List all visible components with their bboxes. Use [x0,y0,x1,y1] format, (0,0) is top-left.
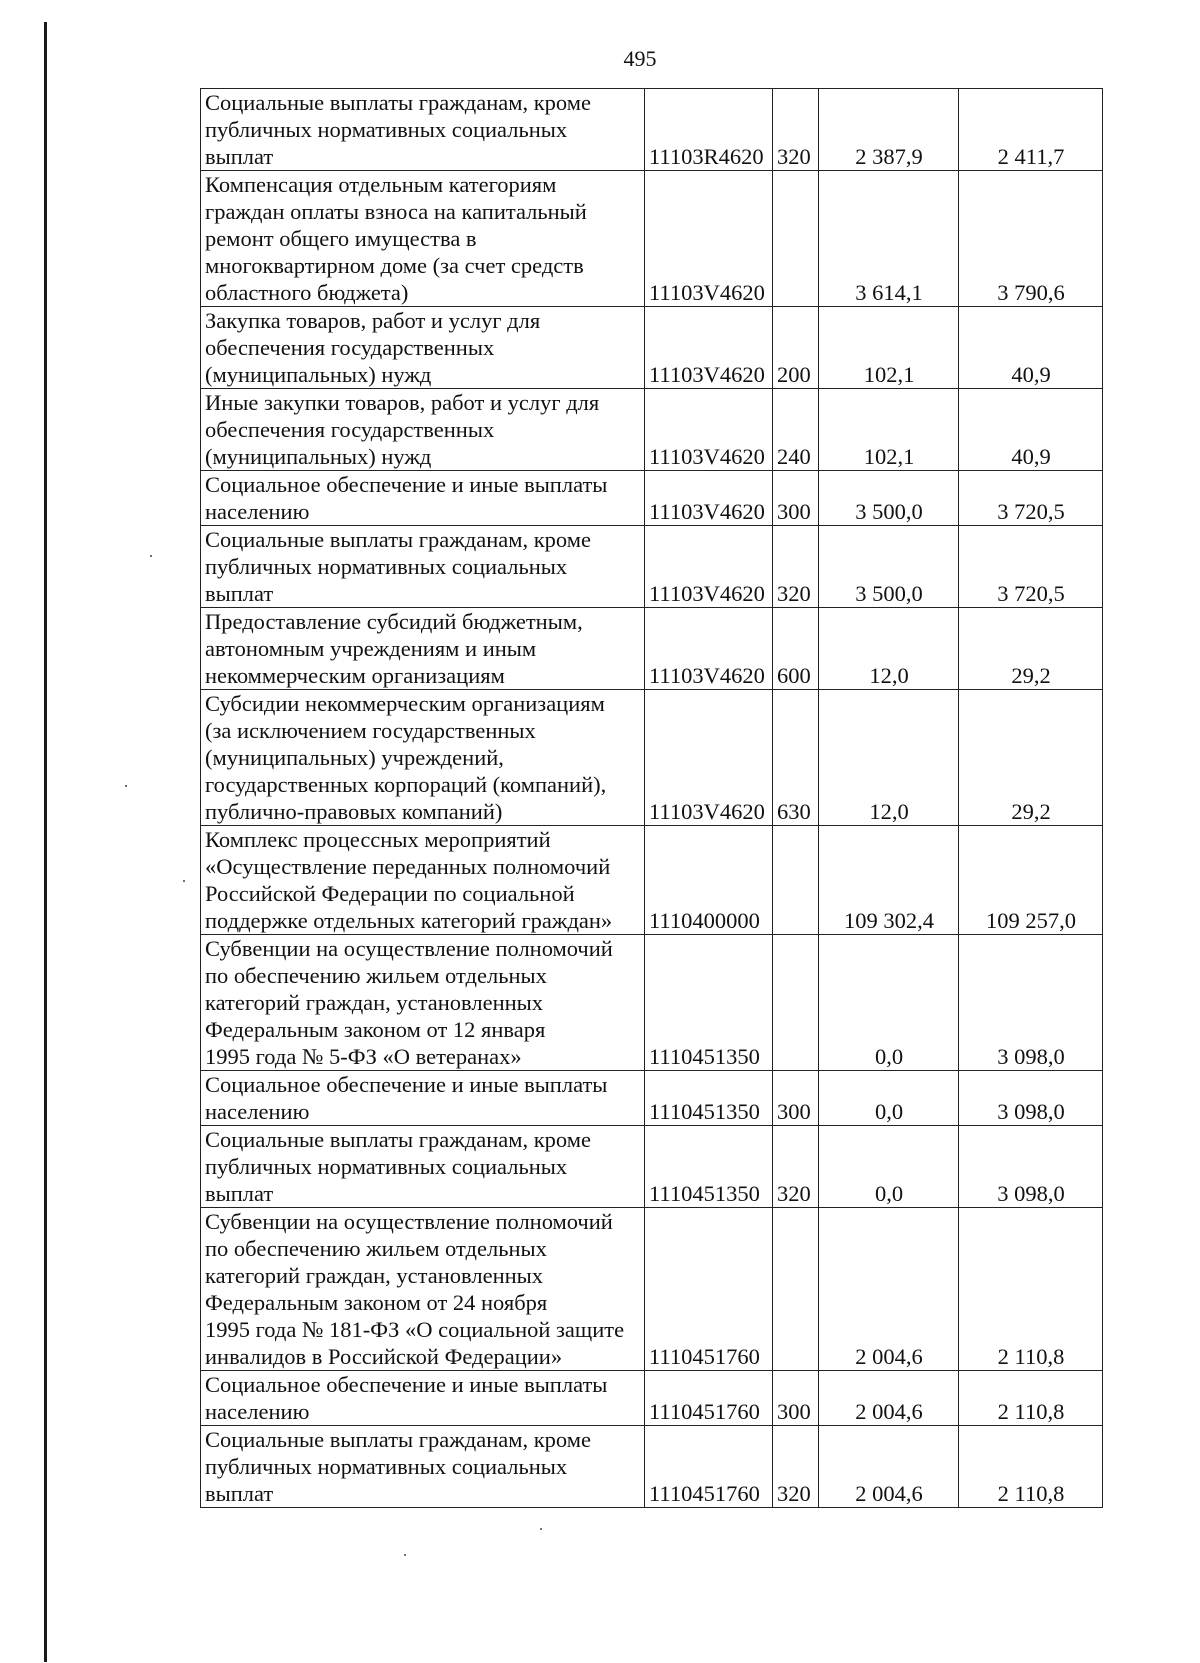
row-expense-type-cell: 320 [773,89,819,171]
row-value-2-cell: 3 098,0 [959,1071,1103,1126]
row-value-1-cell: 2 387,9 [819,89,959,171]
row-name-line: областного бюджета) [205,280,409,305]
row-name-line: Социальное обеспечение и иные выплаты [205,1072,608,1097]
row-name-line: населению [205,499,310,524]
row-value-1-cell: 109 302,4 [819,826,959,935]
row-name-line: инвалидов в Российской Федерации» [205,1344,563,1369]
row-expense-type-cell: 320 [773,526,819,608]
row-name-line: Компенсация отдельным категориям [205,172,557,197]
row-name-cell [201,826,645,935]
row-code-cell: 1110451350 [645,935,773,1071]
row-code-cell: 11103V4620 [645,471,773,526]
table-row [201,690,1103,826]
row-code-cell: 1110400000 [645,826,773,935]
row-name-line: «Осуществление переданных полномочий [205,854,611,879]
row-value-1-cell: 0,0 [819,935,959,1071]
row-name-line: Комплекс процессных мероприятий [205,827,551,852]
row-value-2-cell: 3 098,0 [959,935,1103,1071]
row-name-line: населению [205,1099,310,1124]
row-value-1-cell: 102,1 [819,389,959,471]
row-code-cell: 11103V4620 [645,171,773,307]
row-expense-type-cell: 320 [773,1426,819,1508]
table-row [201,526,1103,608]
row-name-line: Закупка товаров, работ и услуг для [205,308,541,333]
row-code-cell: 11103V4620 [645,307,773,389]
row-expense-type-cell: 200 [773,307,819,389]
row-name-line: публичных нормативных социальных [205,1154,568,1179]
row-name-cell [201,608,645,690]
row-expense-type-cell [773,1208,819,1371]
scan-speck [540,1528,542,1530]
row-name-line: Федеральным законом от 24 ноября [205,1290,548,1315]
budget-table-body [201,89,1103,1508]
row-name-line: категорий граждан, установленных [205,1263,544,1288]
row-name-line: по обеспечению жильем отдельных [205,963,547,988]
row-name-cell [201,690,645,826]
row-value-1-cell: 3 500,0 [819,471,959,526]
row-name-line: Социальные выплаты гражданам, кроме [205,527,591,552]
row-value-2-cell: 2 110,8 [959,1426,1103,1508]
row-name-line: (муниципальных) учреждений, [205,745,504,770]
row-code-cell: 11103R4620 [645,89,773,171]
row-name-line: выплат [205,581,274,606]
row-name-cell [201,935,645,1071]
row-expense-type-cell: 320 [773,1126,819,1208]
row-name-cell [201,1426,645,1508]
row-name-line: Федеральным законом от 12 января [205,1017,546,1042]
row-name-line: Социальные выплаты гражданам, кроме [205,1127,591,1152]
row-name-cell [201,1208,645,1371]
row-value-1-cell: 3 614,1 [819,171,959,307]
row-name-cell [201,526,645,608]
row-name-line: выплат [205,1181,274,1206]
table-row [201,1208,1103,1371]
row-name-cell [201,171,645,307]
row-value-2-cell: 2 110,8 [959,1371,1103,1426]
row-value-1-cell: 12,0 [819,608,959,690]
row-name-line: публичных нормативных социальных [205,554,568,579]
table-row [201,389,1103,471]
row-code-cell: 1110451350 [645,1071,773,1126]
row-name-line: некоммерческим организациям [205,663,505,688]
row-name-line: 1995 года № 181-ФЗ «О социальной защите [205,1317,625,1342]
row-name-line: Социальные выплаты гражданам, кроме [205,1427,591,1452]
row-name-line: Российской Федерации по социальной [205,881,575,906]
row-value-2-cell: 3 098,0 [959,1126,1103,1208]
scan-edge-line [44,22,47,1662]
row-name-cell [201,471,645,526]
table-row [201,1426,1103,1508]
table-row [201,89,1103,171]
row-name-line: выплат [205,144,274,169]
row-value-2-cell: 3 720,5 [959,526,1103,608]
scan-speck [404,1554,406,1556]
row-name-cell [201,1071,645,1126]
scan-speck [183,880,185,882]
table-row [201,307,1103,389]
row-name-cell [201,307,645,389]
row-value-1-cell: 12,0 [819,690,959,826]
row-value-2-cell: 40,9 [959,389,1103,471]
row-value-1-cell: 0,0 [819,1071,959,1126]
row-value-2-cell: 3 720,5 [959,471,1103,526]
row-name-line: Субсидии некоммерческим организациям [205,691,605,716]
row-value-2-cell: 109 257,0 [959,826,1103,935]
row-code-cell: 11103V4620 [645,389,773,471]
row-value-2-cell: 40,9 [959,307,1103,389]
row-value-1-cell: 2 004,6 [819,1208,959,1371]
row-name-cell [201,389,645,471]
row-name-line: Субвенции на осуществление полномочий [205,936,613,961]
row-code-cell: 11103V4620 [645,608,773,690]
row-name-line: Социальные выплаты гражданам, кроме [205,90,591,115]
row-name-line: Социальное обеспечение и иные выплаты [205,472,608,497]
table-row [201,1126,1103,1208]
row-name-line: (муниципальных) нужд [205,362,432,387]
row-name-line: категорий граждан, установленных [205,990,544,1015]
row-expense-type-cell [773,171,819,307]
row-name-line: Предоставление субсидий бюджетным, [205,609,583,634]
row-code-cell: 1110451760 [645,1426,773,1508]
row-name-cell [201,1126,645,1208]
table-row [201,1071,1103,1126]
row-name-line: населению [205,1399,310,1424]
row-name-line: Социальное обеспечение и иные выплаты [205,1372,608,1397]
row-name-line: Иные закупки товаров, работ и услуг для [205,390,600,415]
row-name-line: обеспечения государственных [205,335,495,360]
table-row [201,471,1103,526]
row-name-line: публичных нормативных социальных [205,117,568,142]
table-row [201,608,1103,690]
row-name-line: выплат [205,1481,274,1506]
row-name-line: 1995 года № 5-ФЗ «О ветеранах» [205,1044,522,1069]
table-row [201,935,1103,1071]
row-name-line: граждан оплаты взноса на капитальный [205,199,587,224]
row-value-2-cell: 29,2 [959,690,1103,826]
row-code-cell: 11103V4620 [645,690,773,826]
row-name-line: Субвенции на осуществление полномочий [205,1209,613,1234]
row-name-line: (муниципальных) нужд [205,444,432,469]
row-expense-type-cell: 300 [773,1371,819,1426]
page-number: 495 [623,46,657,71]
table-row [201,1371,1103,1426]
row-value-2-cell: 2 411,7 [959,89,1103,171]
row-code-cell: 1110451350 [645,1126,773,1208]
row-expense-type-cell: 630 [773,690,819,826]
row-name-line: ремонт общего имущества в [205,226,477,251]
row-value-1-cell: 3 500,0 [819,526,959,608]
row-name-line: обеспечения государственных [205,417,495,442]
row-name-line: государственных корпораций (компаний), [205,772,607,797]
row-code-cell: 1110451760 [645,1371,773,1426]
budget-table [200,88,1103,1508]
row-value-1-cell: 2 004,6 [819,1371,959,1426]
row-name-line: публичных нормативных социальных [205,1454,568,1479]
row-value-2-cell: 29,2 [959,608,1103,690]
row-expense-type-cell: 600 [773,608,819,690]
row-expense-type-cell [773,935,819,1071]
row-name-line: поддержке отдельных категорий граждан» [205,908,613,933]
row-name-line: (за исключением государственных [205,718,536,743]
row-value-1-cell: 102,1 [819,307,959,389]
row-name-line: многоквартирном доме (за счет средств [205,253,584,278]
row-name-cell [201,1371,645,1426]
row-value-1-cell: 0,0 [819,1126,959,1208]
scan-speck [150,555,152,557]
row-expense-type-cell: 240 [773,389,819,471]
row-name-line: публично-правовых компаний) [205,799,503,824]
row-code-cell: 1110451760 [645,1208,773,1371]
row-value-2-cell: 2 110,8 [959,1208,1103,1371]
row-name-line: по обеспечению жильем отдельных [205,1236,547,1261]
table-row [201,826,1103,935]
row-code-cell: 11103V4620 [645,526,773,608]
table-row [201,171,1103,307]
scan-speck [125,785,127,787]
row-expense-type-cell: 300 [773,471,819,526]
row-name-line: автономным учреждениям и иным [205,636,537,661]
row-name-cell [201,89,645,171]
row-expense-type-cell: 300 [773,1071,819,1126]
row-value-1-cell: 2 004,6 [819,1426,959,1508]
row-expense-type-cell [773,826,819,935]
row-value-2-cell: 3 790,6 [959,171,1103,307]
